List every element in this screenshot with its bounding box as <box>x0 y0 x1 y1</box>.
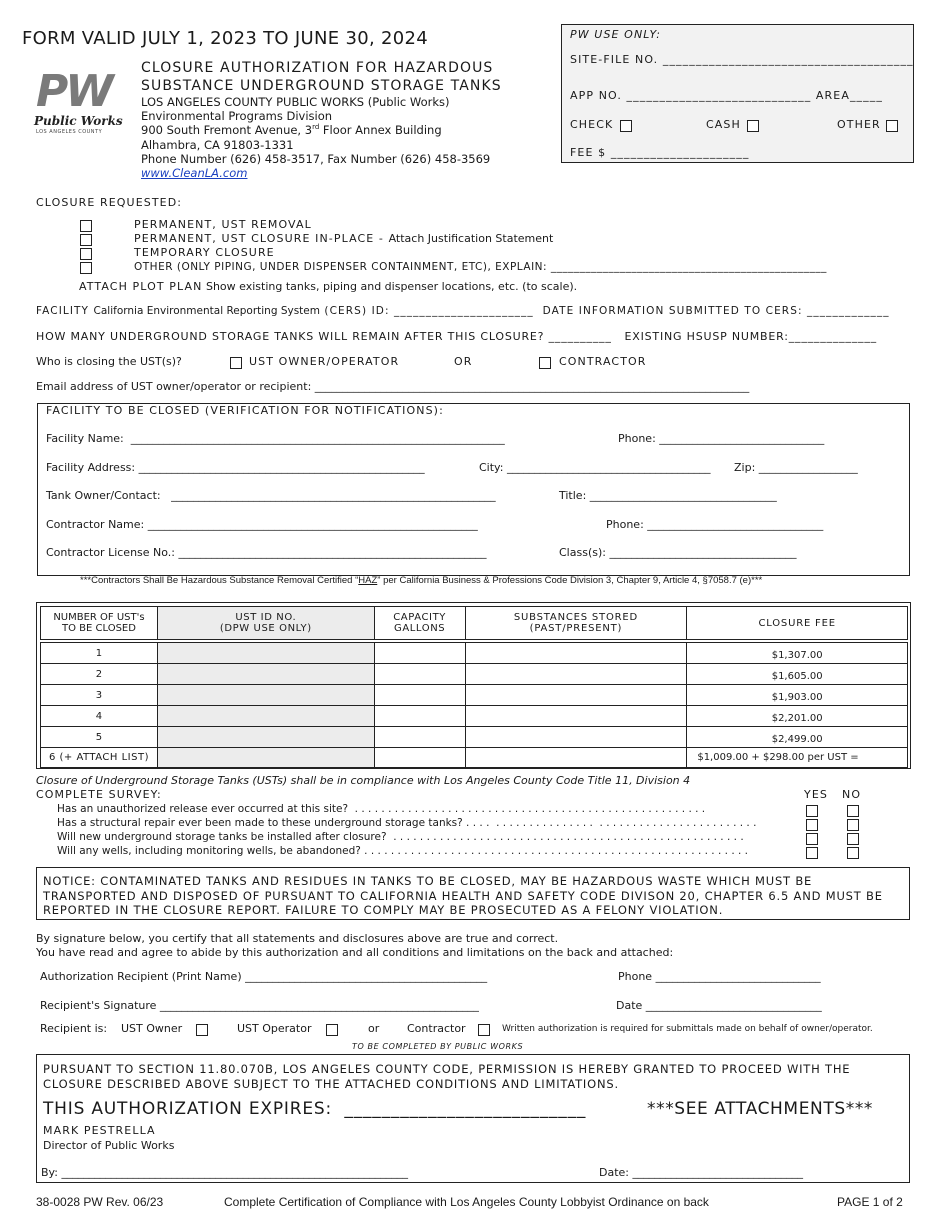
other-closure-checkbox[interactable] <box>80 262 92 274</box>
substances-cell[interactable] <box>465 664 687 685</box>
agency-address: 900 South Fremont Avenue, 3rd Floor Annex Building <box>141 123 442 137</box>
capacity-cell[interactable] <box>374 685 465 706</box>
form-validity: FORM VALID JULY 1, 2023 TO JUNE 30, 2024 <box>22 28 429 49</box>
cash-label: CASH <box>706 118 741 131</box>
certify-statement-2: You have read and agree to abide by this authorization and all conditions and limitations on the back and attached: <box>36 946 674 959</box>
survey-no-checkbox[interactable] <box>847 833 859 845</box>
no-column-label: NO <box>842 788 862 801</box>
facility-zip-field[interactable]: Zip: __________________ <box>734 461 858 474</box>
or-text: or <box>368 1022 380 1035</box>
contractor-class-field[interactable]: Class(s): __________________________________ <box>559 546 797 559</box>
ust-operator-label: UST Operator <box>237 1022 312 1035</box>
substances-cell[interactable] <box>465 643 687 664</box>
who-closing-label: Who is closing the UST(s)? <box>36 355 182 368</box>
table-row <box>41 664 908 685</box>
pw-date-field[interactable]: Date: _______________________________ <box>599 1166 803 1179</box>
attach-plot-plan: ATTACH PLOT PLAN Show existing tanks, piping and dispenser locations, etc. (to scale). <box>79 280 578 293</box>
substances-cell[interactable] <box>465 748 687 768</box>
page-number: PAGE 1 of 2 <box>837 1195 903 1209</box>
survey-yes-checkbox[interactable] <box>806 833 818 845</box>
pw-complete-caption: TO BE COMPLETED BY PUBLIC WORKS <box>352 1042 524 1051</box>
capacity-cell[interactable] <box>374 727 465 748</box>
permanent-in-place-checkbox[interactable] <box>80 234 92 246</box>
public-works-logo <box>30 66 123 136</box>
form-number: 38-0028 PW Rev. 06/23 <box>36 1195 164 1209</box>
ust-owner-label: UST Owner <box>121 1022 183 1035</box>
notice-text: NOTICE: CONTAMINATED TANKS AND RESIDUES IN TANKS TO BE CLOSED, MAY BE HAZARDOUS WASTE WHICH MUST BE TRANSPORTED AND DISPOSED OF PURSUANT TO CALIFORNIA HEALTH AND SAFETY CODE DIVISON 20, CHAPTER 6.5 AND MUST BE REPORTED IN THE CLOSURE REPORT. FAILURE TO COMPLY MAY BE PROSECUTED AS A FELONY VIOLATION. <box>43 874 883 917</box>
recipient-name-field[interactable]: Authorization Recipient (Print Name) ____________________________________________ <box>40 970 488 983</box>
row-number: 4 <box>41 706 158 727</box>
certify-statement-1: By signature below, you certify that all statements and disclosures above are true and correct. <box>36 932 559 945</box>
logo-subtext: LOS ANGELES COUNTY <box>36 129 103 135</box>
survey-yes-checkbox[interactable] <box>806 847 818 859</box>
fee-cell: $2,499.00 <box>687 727 908 748</box>
facility-city-field[interactable]: City: _____________________________________ <box>479 461 711 474</box>
survey-yes-checkbox[interactable] <box>806 819 818 831</box>
facility-box-heading: FACILITY TO BE CLOSED (VERIFICATION FOR NOTIFICATIONS): <box>46 404 444 417</box>
permanent-in-place-label: PERMANENT, UST CLOSURE IN-PLACE - Attach Justification Statement <box>134 232 554 245</box>
logo-script: Public Works <box>34 114 123 128</box>
form-title-line1: CLOSURE AUTHORIZATION FOR HAZARDOUS <box>141 60 494 76</box>
temporary-closure-checkbox[interactable] <box>80 248 92 260</box>
recipient-signature-field[interactable]: Recipient's Signature __________________________________________________________ <box>40 999 479 1012</box>
signature-date-field[interactable]: Date ________________________________ <box>616 999 822 1012</box>
header-number: NUMBER OF UST's TO BE CLOSED <box>41 607 158 640</box>
site-file-field[interactable]: SITE-FILE NO. ______________________________________ <box>570 53 914 66</box>
facility-address-field[interactable]: Facility Address: ____________________________________________________ <box>46 461 425 474</box>
ust-id-cell[interactable] <box>157 685 374 706</box>
other-checkbox[interactable] <box>886 120 898 132</box>
recipient-is-label: Recipient is: <box>40 1022 108 1035</box>
fee-cell: $1,009.00 + $298.00 per UST = <box>687 748 908 768</box>
capacity-cell[interactable] <box>374 643 465 664</box>
contractor-license-field[interactable]: Contractor License No.: ________________________________________________________ <box>46 546 487 559</box>
header-substances: SUBSTANCES STORED (PAST/PRESENT) <box>465 607 687 640</box>
temporary-closure-label: TEMPORARY CLOSURE <box>134 246 275 259</box>
ust-id-cell[interactable] <box>157 727 374 748</box>
check-checkbox[interactable] <box>620 120 632 132</box>
header-closure-fee: CLOSURE FEE <box>687 607 908 640</box>
remaining-tanks-field[interactable]: HOW MANY UNDERGROUND STORAGE TANKS WILL REMAIN AFTER THIS CLOSURE? __________ EXISTING HSUSP NUMBER:______________ <box>36 330 877 343</box>
row-number: 1 <box>41 643 158 664</box>
cash-checkbox[interactable] <box>747 120 759 132</box>
pw-authorization-box <box>36 1054 910 1183</box>
ust-id-cell[interactable] <box>157 664 374 685</box>
by-signature-field[interactable]: By: _______________________________________________________________ <box>41 1166 408 1179</box>
compliance-statement: Closure of Underground Storage Tanks (USTs) shall be in compliance with Los Angeles County Code Title 11, Division 4 <box>36 774 691 787</box>
substances-cell[interactable] <box>465 685 687 706</box>
contractor-name-field[interactable]: Contractor Name: ____________________________________________________________ <box>46 518 478 531</box>
director-title: Director of Public Works <box>43 1139 175 1152</box>
table-row <box>41 685 908 706</box>
capacity-cell[interactable] <box>374 664 465 685</box>
ust-id-cell[interactable] <box>157 748 374 768</box>
lobbyist-ordinance-note: Complete Certification of Compliance with Los Angeles County Lobbyist Ordinance on back <box>224 1195 709 1209</box>
written-authorization-note: Written authorization is required for submittals made on behalf of owner/operator. <box>502 1024 873 1034</box>
email-field[interactable]: Email address of UST owner/operator or recipient: _______________________________________________________________________________ <box>36 380 750 393</box>
fee-cell: $1,605.00 <box>687 664 908 685</box>
facility-name-field[interactable]: Facility Name: ____________________________________________________________________ <box>46 432 505 445</box>
survey-question: Has an unauthorized release ever occurred at this site? . . . . . . . . . . . . . . . . . . . . . . . . . . . . . . . . . . . . . . . . . . . . . . . . . . . . . <box>57 803 706 815</box>
see-attachments: ***SEE ATTACHMENTS*** <box>647 1099 874 1119</box>
ust-operator-checkbox[interactable] <box>326 1024 338 1036</box>
cers-id-field[interactable]: FACILITY California Environmental Reporting System (CERS) ID: ______________________ DATE INFORMATION SUBMITTED TO CERS: _____________ <box>36 305 890 317</box>
ust-owner-checkbox[interactable] <box>196 1024 208 1036</box>
survey-question: Will new underground storage tanks be installed after closure? . . . . . . . . . . . . . . . . . . . . . . . . . . . . . . . . . . . . . . . . . . . . . . . . . . . . . <box>57 831 744 843</box>
tank-owner-field[interactable]: Tank Owner/Contact: ___________________________________________________________ <box>46 489 496 502</box>
substances-cell[interactable] <box>465 727 687 748</box>
pw-use-only-box <box>561 24 914 163</box>
capacity-cell[interactable] <box>374 706 465 727</box>
recipient-contractor-checkbox[interactable] <box>478 1024 490 1036</box>
contractor-cert-note: ***Contractors Shall Be Hazardous Substance Removal Certified “HAZ” per California Business & Professions Code Division 3, Chapter 9, Article 4, §7058.7 (e)*** <box>80 575 763 586</box>
header-ust-id: UST ID NO. (DPW USE ONLY) <box>157 607 374 640</box>
fee-field[interactable]: FEE $ _____________________ <box>570 146 750 159</box>
table-row <box>41 748 908 768</box>
division-name: Environmental Programs Division <box>141 109 333 123</box>
pursuant-text: PURSUANT TO SECTION 11.80.070B, LOS ANGELES COUNTY CODE, PERMISSION IS HEREBY GRANTED TO PROCEED WITH THE CLOSURE DESCRIBED ABOVE SUBJECT TO THE ATTACHED CONDITIONS AND LIMITATIONS. <box>43 1062 851 1091</box>
survey-yes-checkbox[interactable] <box>806 805 818 817</box>
ust-id-cell[interactable] <box>157 706 374 727</box>
other-label: OTHER <box>837 118 881 131</box>
logo-mark: PW <box>36 66 111 117</box>
ust-table-header <box>41 607 908 640</box>
table-row <box>41 643 908 664</box>
notice-box <box>36 867 910 920</box>
check-label: CHECK <box>570 118 614 131</box>
survey-question: Has a structural repair ever been made to these underground storage tanks? . . . . . . . . . . . . . . . . . . . . . . . . . . . . . . . . . . . . . . . . . . . <box>57 817 757 829</box>
ust-table <box>40 606 908 768</box>
table-row <box>41 706 908 727</box>
pw-use-heading: PW USE ONLY: <box>570 28 662 41</box>
agency-name: LOS ANGELES COUNTY PUBLIC WORKS (Public Works) <box>141 95 450 109</box>
contractor-phone-field[interactable]: Phone: ________________________________ <box>606 518 824 531</box>
row-number: 5 <box>41 727 158 748</box>
survey-no-checkbox[interactable] <box>847 819 859 831</box>
justification-note: Attach Justification Statement <box>388 232 554 245</box>
facility-box <box>37 403 910 576</box>
row-number: 6 (+ ATTACH LIST) <box>41 748 158 768</box>
owner-operator-label: UST OWNER/OPERATOR <box>249 355 400 368</box>
website-link[interactable]: www.CleanLA.com <box>141 166 248 180</box>
substances-cell[interactable] <box>465 706 687 727</box>
survey-no-checkbox[interactable] <box>847 805 859 817</box>
expires-field[interactable]: THIS AUTHORIZATION EXPIRES: __________________________ <box>43 1099 587 1119</box>
row-number: 3 <box>41 685 158 706</box>
director-name: MARK PESTRELLA <box>43 1124 156 1137</box>
contractor-checkbox[interactable] <box>539 357 551 369</box>
or-label: OR <box>454 355 473 368</box>
fee-cell: $1,307.00 <box>687 643 908 664</box>
survey-question: Will any wells, including monitoring wells, be abandoned? . . . . . . . . . . . . . . . . . . . . . . . . . . . . . . . . . . . . . . . . . . . . . . . . . . . . . . . . . . <box>57 845 749 857</box>
owner-title-field[interactable]: Title: __________________________________ <box>559 489 777 502</box>
agency-city: Alhambra, CA 91803-1331 <box>141 138 294 152</box>
yes-column-label: YES <box>804 788 828 801</box>
row-number: 2 <box>41 664 158 685</box>
other-closure-explain-field[interactable]: OTHER (ONLY PIPING, UNDER DISPENSER CONTAINMENT, ETC), EXPLAIN: ________________________________________________ <box>134 261 827 273</box>
survey-heading: COMPLETE SURVEY: <box>36 788 162 801</box>
table-row <box>41 727 908 748</box>
app-no-field[interactable]: APP NO. ____________________________ AREA_____ <box>570 89 883 102</box>
contractor-label: CONTRACTOR <box>559 355 647 368</box>
agency-phone: Phone Number (626) 458-3517, Fax Number (626) 458-3569 <box>141 152 491 166</box>
recipient-phone-field[interactable]: Phone ______________________________ <box>618 970 821 983</box>
owner-operator-checkbox[interactable] <box>230 357 242 369</box>
facility-phone-field[interactable]: Phone: ______________________________ <box>618 432 825 445</box>
recipient-contractor-label: Contractor <box>407 1022 466 1035</box>
permanent-removal-label: PERMANENT, UST REMOVAL <box>134 218 312 231</box>
header-capacity: CAPACITY GALLONS <box>374 607 465 640</box>
capacity-cell[interactable] <box>374 748 465 768</box>
closure-requested-heading: CLOSURE REQUESTED: <box>36 196 183 209</box>
survey-no-checkbox[interactable] <box>847 847 859 859</box>
form-title-line2: SUBSTANCE UNDERGROUND STORAGE TANKS <box>141 78 502 94</box>
ust-id-cell[interactable] <box>157 643 374 664</box>
fee-cell: $1,903.00 <box>687 685 908 706</box>
fee-cell: $2,201.00 <box>687 706 908 727</box>
permanent-removal-checkbox[interactable] <box>80 220 92 232</box>
